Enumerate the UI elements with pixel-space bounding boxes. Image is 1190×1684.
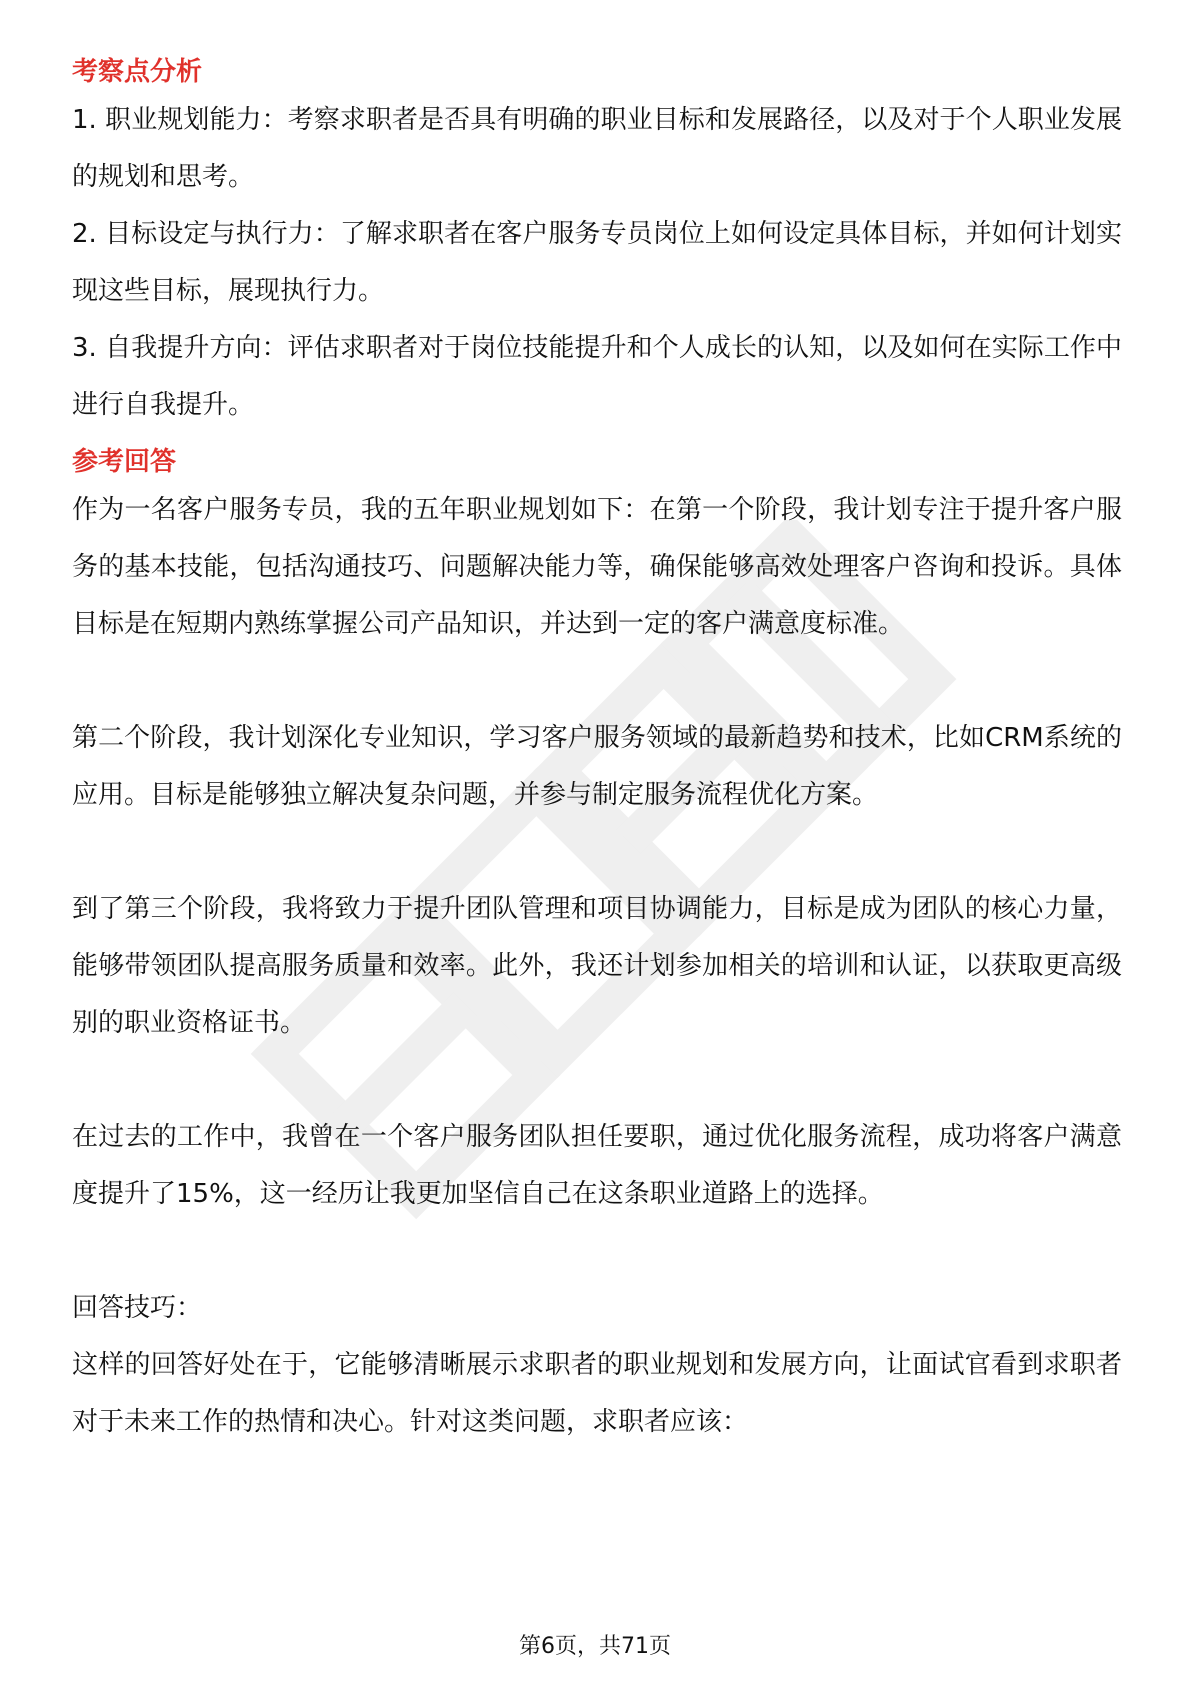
main-content (72, 52, 1122, 1451)
analysis-item-2: 2. 目标设定与执行力：了解求职者在客户服务专员岗位上如何设定具体目标，并如何计划实现这些目标，展现执行力。 (72, 219, 1122, 306)
answer-paragraph-4: 在过去的工作中，我曾在一个客户服务团队担任要职，通过优化服务流程，成功将客户满意度提升了15%，这一经历让我更加坚信自己在这条职业道路上的选择。 (72, 1122, 1122, 1209)
analysis-heading: 考察点分析 (72, 57, 203, 87)
answer-paragraph-1: 作为一名客户服务专员，我的五年职业规划如下：在第一个阶段，我计划专注于提升客户服务的基本技能，包括沟通技巧、问题解决能力等，确保能够高效处理客户咨询和投诉。具体目标是在短期内熟练掌握公司产品知识，并达到一定的客户满意度标准。 (72, 495, 1122, 639)
analysis-item-1: 1. 职业规划能力：考察求职者是否具有明确的职业目标和发展路径，以及对于个人职业发展的规划和思考。 (72, 105, 1122, 192)
analysis-item-3: 3. 自我提升方向：评估求职者对于岗位技能提升和个人成长的认知，以及如何在实际工作中进行自我提升。 (72, 333, 1122, 420)
answer-heading: 参考回答 (72, 447, 177, 477)
answer-paragraph-3: 到了第三个阶段，我将致力于提升团队管理和项目协调能力，目标是成为团队的核心力量，能够带领团队提高服务质量和效率。此外，我还计划参加相关的培训和认证，以获取更高级别的职业资格证书。 (72, 894, 1122, 1038)
answer-paragraph-2: 第二个阶段，我计划深化专业知识，学习客户服务领域的最新趋势和技术，比如CRM系统的应用。目标是能够独立解决复杂问题，并参与制定服务流程优化方案。 (72, 723, 1122, 810)
tips-label: 回答技巧： (72, 1293, 203, 1323)
tips-text: 这样的回答好处在于，它能够清晰展示求职者的职业规划和发展方向，让面试官看到求职者对于未来工作的热情和决心。针对这类问题，求职者应该： (72, 1350, 1122, 1437)
page-indicator: 第6页，共71页 (519, 1634, 671, 1659)
